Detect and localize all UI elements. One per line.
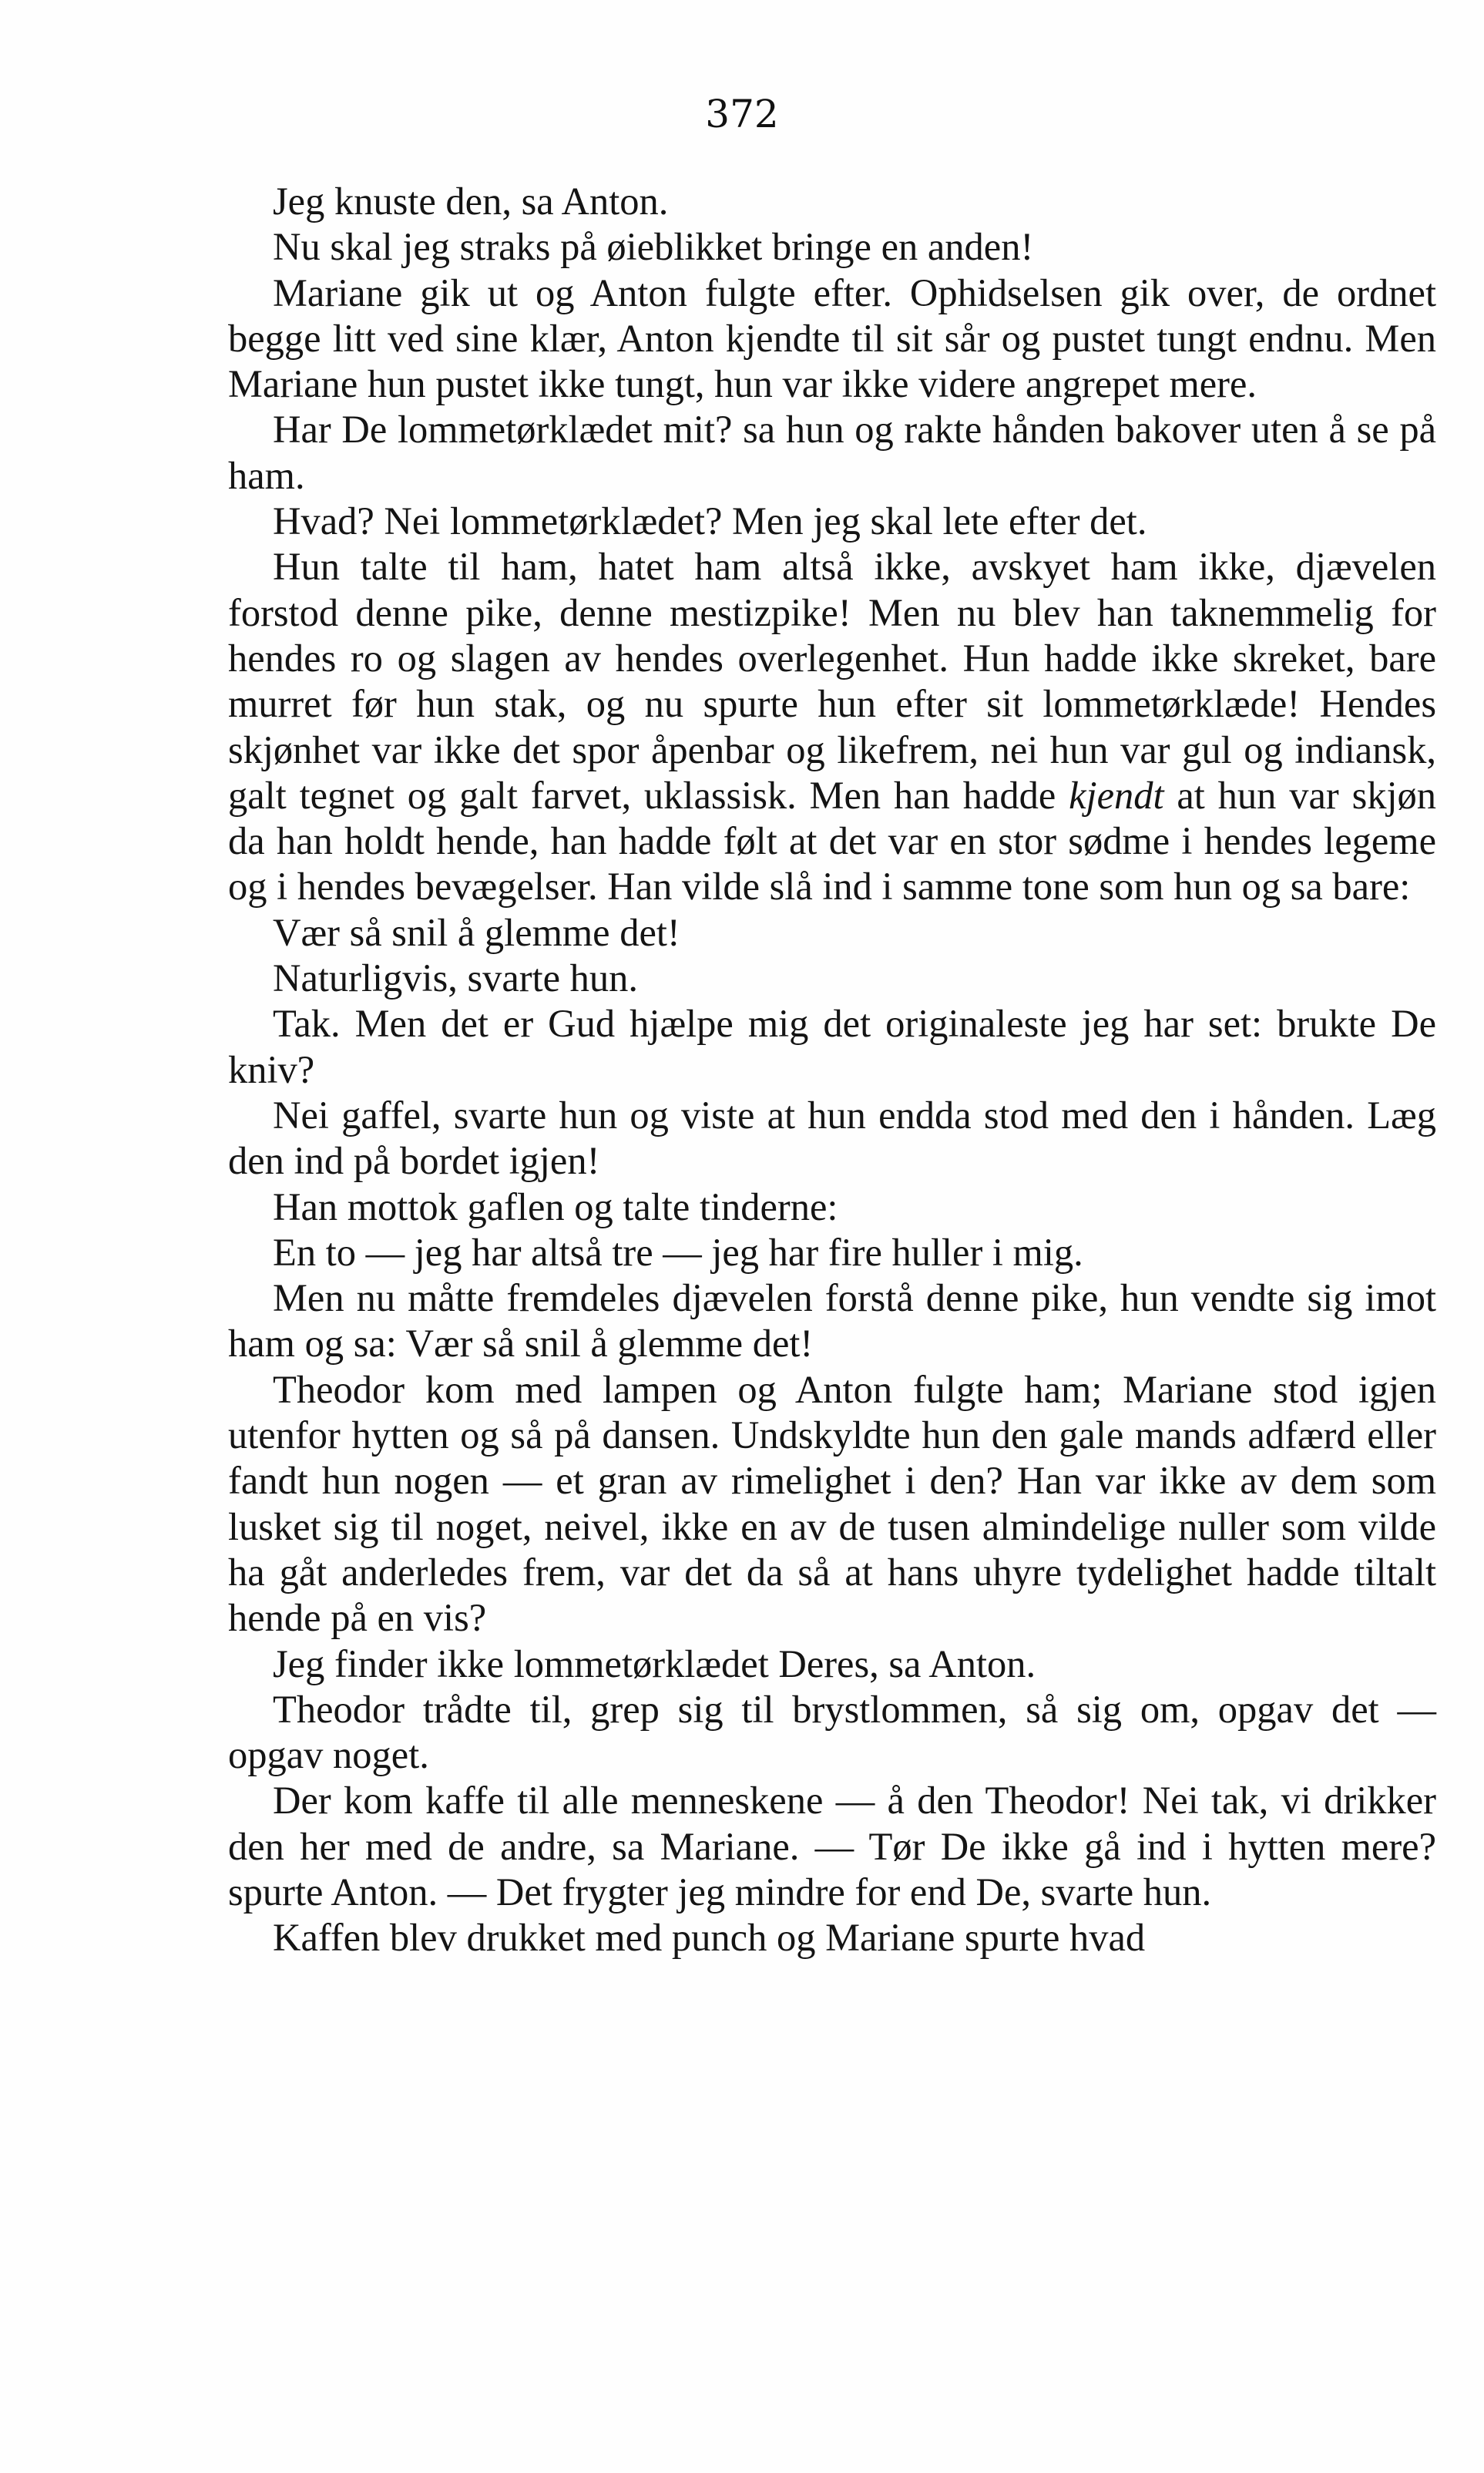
paragraph-text-before: Hun talte til ham, hatet ham altså ikke, avskyet ham ikke, djævelen forstod denne pike, denne mestizpike! Men nu blev han taknemmelig for hendes ro og slagen av hendes overlegenhet. Hun hadde ikke skreket, bare murret før hun stak, og nu spurte hun efter sit lommetørklæde! Hendes skjønhet var ikke det spor åpenbar og likefrem, nei hun var gul og indiansk, galt tegnet og galt farvet, uklassisk. Men han hadde bbox=[228, 545, 1436, 817]
paragraph: Der kom kaffe til alle menneskene — å den Theodor! Nei tak, vi drikker den her med de andre, sa Mariane. — Tør De ikke gå ind i hytten mere? spurte Anton. — Det frygter jeg mindre for end De, svarte hun. bbox=[228, 1779, 1436, 1914]
body-text bbox=[228, 179, 1436, 1961]
paragraph-text-after: at hun var skjøn da han holdt hende, han hadde følt at det var en stor sødme i hendes legeme og i hendes bevægelser. Han vilde slå ind i samme tone som hun og sa bare: bbox=[228, 773, 1437, 909]
paragraph: Naturligvis, svarte hun. bbox=[273, 956, 639, 1000]
paragraph: En to — jeg har altså tre — jeg har fire huller i mig. bbox=[273, 1230, 1083, 1274]
paragraph: Vær så snil å glemme det! bbox=[273, 910, 680, 954]
paragraph: Hvad? Nei lommetørklædet? Men jeg skal lete efter det. bbox=[273, 499, 1147, 543]
paragraph: Han mottok gaflen og talte tinderne: bbox=[273, 1184, 838, 1228]
paragraph: Theodor trådte til, grep sig til brystlommen, så sig om, opgav det — opgav noget. bbox=[228, 1687, 1436, 1777]
paragraph: Men nu måtte fremdeles djævelen forstå denne pike, hun vendte sig imot ham og sa: Vær så snil å glemme det! bbox=[228, 1276, 1436, 1366]
paragraph: Nei gaffel, svarte hun og viste at hun endda stod med den i hånden. Læg den ind på bordet igjen! bbox=[228, 1093, 1436, 1183]
paragraph-with-emphasis bbox=[228, 544, 1436, 909]
emphasized-word: kjendt bbox=[1069, 773, 1164, 817]
paragraph: Nu skal jeg straks på øieblikket bringe en anden! bbox=[273, 225, 1034, 269]
paragraph: Jeg finder ikke lommetørklædet Deres, sa Anton. bbox=[273, 1641, 1036, 1685]
paragraph: Jeg knuste den, sa Anton. bbox=[273, 180, 669, 223]
paragraph: Tak. Men det er Gud hjælpe mig det originaleste jeg har set: brukte De kniv? bbox=[228, 1002, 1436, 1091]
paragraph: Theodor kom med lampen og Anton fulgte ham; Mariane stod igjen utenfor hytten og så på dansen. Undskyldte hun den gale mands adfærd eller fandt hun nogen — et gran av rimelighet i den? Han var ikke av dem som lusket sig til noget, neivel, ikke en av de tusen almindelige nuller som vilde ha gåt anderledes frem, var det da så at hans uhyre tydelighet hadde tiltalt hende på en vis? bbox=[228, 1367, 1436, 1640]
paragraph: Mariane gik ut og Anton fulgte efter. Ophidselsen gik over, de ordnet begge litt ved sine klær, Anton kjendte til sit sår og pustet tungt endnu. Men Mariane hun pustet ikke tungt, hun var ikke videre angrepet mere. bbox=[228, 270, 1436, 406]
paragraph: Har De lommetørklædet mit? sa hun og rakte hånden bakover uten å se på ham. bbox=[228, 408, 1436, 497]
paragraph: Kaffen blev drukket med punch og Mariane spurte hvad bbox=[273, 1916, 1146, 1960]
page-number: 372 bbox=[705, 92, 779, 136]
